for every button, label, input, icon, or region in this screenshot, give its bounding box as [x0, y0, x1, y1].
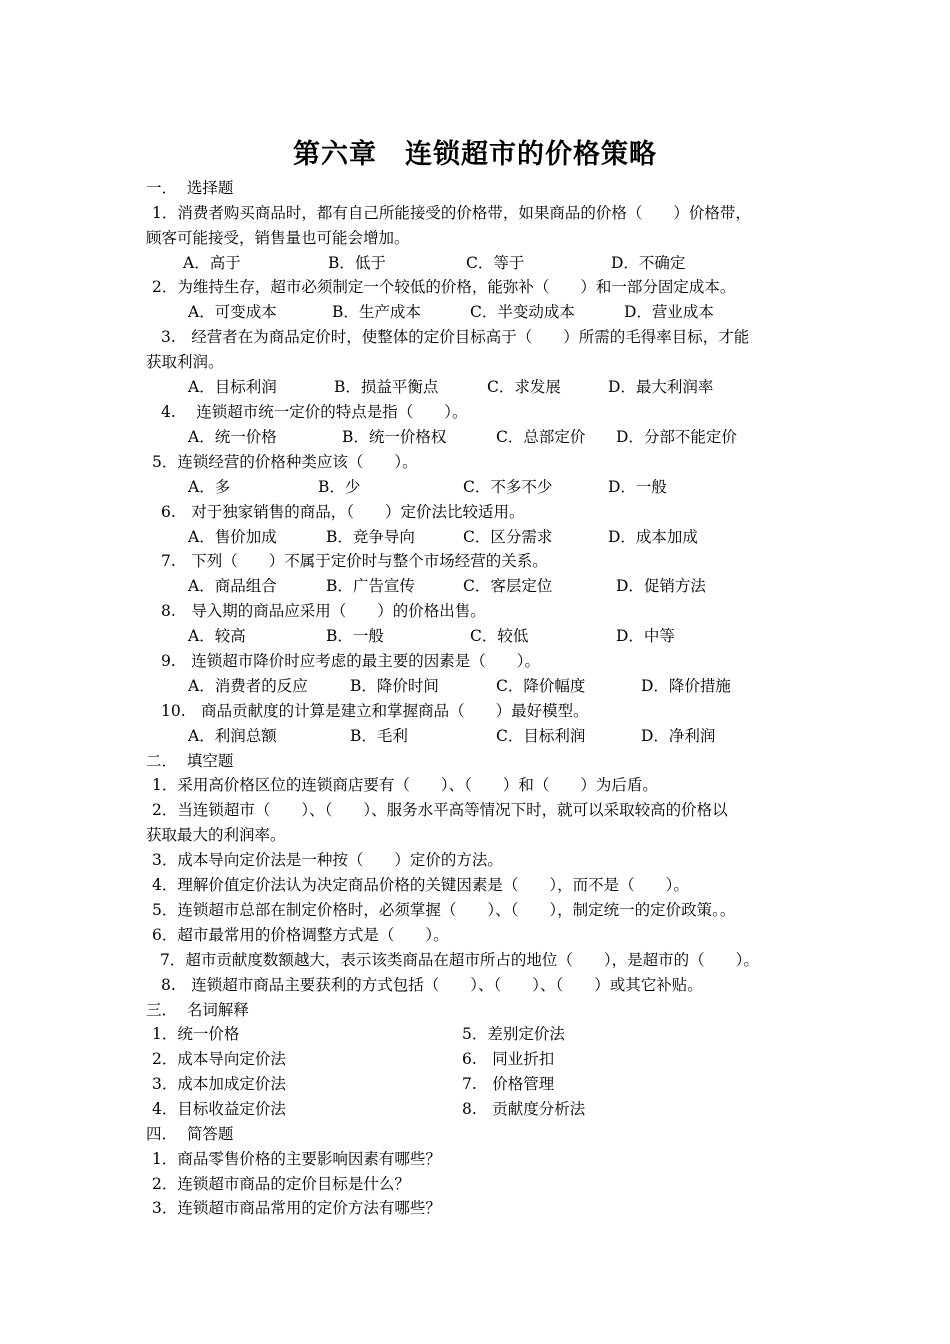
term-item: 1．统一价格 [152, 1025, 240, 1043]
question-text: 3．成本导向定价法是一种按（ ）定价的方法。 [152, 851, 503, 869]
question-text: 5．连锁经营的价格种类应该（ ）。 [152, 453, 418, 471]
option: D．分部不能定价 [616, 428, 737, 446]
option: A．较高 [188, 627, 246, 645]
option: B．毛利 [350, 727, 408, 745]
option: A．目标利润 [188, 378, 277, 396]
question-text: 7．超市贡献度数额越大，表示该类商品在超市所占的地位（ ），是超市的（ ）。 [160, 951, 759, 969]
option: A．高于 [183, 254, 241, 272]
question-text: 9. 连锁超市降价时应考虑的最主要的因素是（ ）。 [161, 652, 541, 670]
question-text: 1．商品零售价格的主要影响因素有哪些？ [152, 1150, 441, 1168]
option: D．一般 [608, 478, 667, 496]
option: C．区分需求 [463, 528, 553, 546]
option: C．较低 [470, 627, 529, 645]
term-item: 4．目标收益定价法 [152, 1100, 286, 1118]
question-text: 2．连锁超市商品的定价目标是什么？ [152, 1175, 410, 1193]
question-text: 获取最大的利润率。 [146, 826, 286, 844]
option: C．求发展 [487, 378, 561, 396]
option: A．可变成本 [188, 303, 277, 321]
question-text: 8. 连锁超市商品主要获利的方式包括（ ）、（ ）、（ ）或其它补贴。 [161, 976, 703, 994]
question-text: 5．连锁超市总部在制定价格时，必须掌握（ ）、（ ），制定统一的定价政策。。 [152, 901, 736, 919]
term-item: 7. 价格管理 [462, 1075, 555, 1093]
question-text: 4. 连锁超市统一定价的特点是指（ ）。 [161, 403, 468, 421]
question-text: 10. 商品贡献度的计算是建立和掌握商品（ ）最好模型。 [161, 702, 589, 720]
option: D．降价措施 [641, 677, 731, 695]
question-text: 3．连锁超市商品常用的定价方法有哪些？ [152, 1199, 441, 1217]
term-item: 6. 同业折扣 [462, 1050, 555, 1068]
option: B．广告宣传 [326, 577, 415, 595]
term-item: 3．成本加成定价法 [152, 1075, 286, 1093]
option: B．少 [318, 478, 361, 496]
option: A．多 [188, 478, 231, 496]
section-heading-choice: 一． 选择题 [146, 179, 234, 197]
option: B．低于 [328, 254, 386, 272]
question-text: 8. 导入期的商品应采用（ ）的价格出售。 [161, 602, 486, 620]
section-heading-short-answer: 四． 简答题 [146, 1125, 234, 1143]
option: D．营业成本 [624, 303, 714, 321]
chapter-title: 第六章 连锁超市的价格策略 [293, 139, 657, 170]
question-text: 4．理解价值定价法认为决定商品价格的关键因素是（ ），而不是（ ）。 [152, 876, 689, 894]
option: B．降价时间 [350, 677, 439, 695]
term-item: 8. 贡献度分析法 [462, 1100, 586, 1118]
option: B．一般 [326, 627, 384, 645]
option: C．不多不少 [463, 478, 553, 496]
question-text: 3. 经营者在为商品定价时，使整体的定价目标高于（ ）所需的毛得率目标，才能 [161, 328, 750, 346]
option: D．成本加成 [608, 528, 698, 546]
option: D．最大利润率 [608, 378, 714, 396]
question-text: 获取利润。 [146, 353, 224, 371]
option: C．目标利润 [496, 727, 586, 745]
option: C．等于 [466, 254, 525, 272]
section-heading-terms: 三． 名词解释 [146, 1001, 249, 1019]
option: C．客层定位 [463, 577, 553, 595]
option: A．利润总额 [188, 727, 277, 745]
question-text: 2．当连锁超市（ ）、（ ）、服务水平高等情况下时，就可以采取较高的价格以 [152, 801, 728, 819]
option: C．降价幅度 [496, 677, 586, 695]
option: A．统一价格 [188, 428, 277, 446]
question-text: 6. 对于独家销售的商品，（ ）定价法比较适用。 [161, 503, 525, 521]
question-text: 1．消费者购买商品时，都有自己所能接受的价格带，如果商品的价格（ ）价格带， [152, 204, 751, 222]
question-text: 2．为维持生存，超市必须制定一个较低的价格，能弥补（ ）和一部分固定成本。 [152, 278, 736, 296]
section-heading-fill-blank: 二． 填空题 [146, 752, 234, 770]
option: A．售价加成 [188, 528, 277, 546]
question-text: 7. 下列（ ）不属于定价时与整个市场经营的关系。 [161, 552, 548, 570]
term-item: 5．差别定价法 [462, 1025, 565, 1043]
question-text: 1．采用高价格区位的连锁商店要有（ ）、（ ）和（ ）为后盾。 [152, 776, 658, 794]
term-item: 2．成本导向定价法 [152, 1050, 286, 1068]
option: D．净利润 [641, 727, 716, 745]
option: B．生产成本 [332, 303, 421, 321]
option: B．统一价格权 [342, 428, 447, 446]
question-text: 6．超市最常用的价格调整方式是（ ）。 [152, 926, 449, 944]
option: A．商品组合 [188, 577, 277, 595]
option: A．消费者的反应 [188, 677, 308, 695]
option: D．促销方法 [616, 577, 706, 595]
option: B．竞争导向 [326, 528, 415, 546]
option: D．中等 [616, 627, 675, 645]
option: C．总部定价 [496, 428, 586, 446]
option: B．损益平衡点 [334, 378, 439, 396]
question-text: 顾客可能接受，销售量也可能会增加。 [146, 229, 410, 247]
option: D．不确定 [611, 254, 686, 272]
option: C．半变动成本 [470, 303, 575, 321]
